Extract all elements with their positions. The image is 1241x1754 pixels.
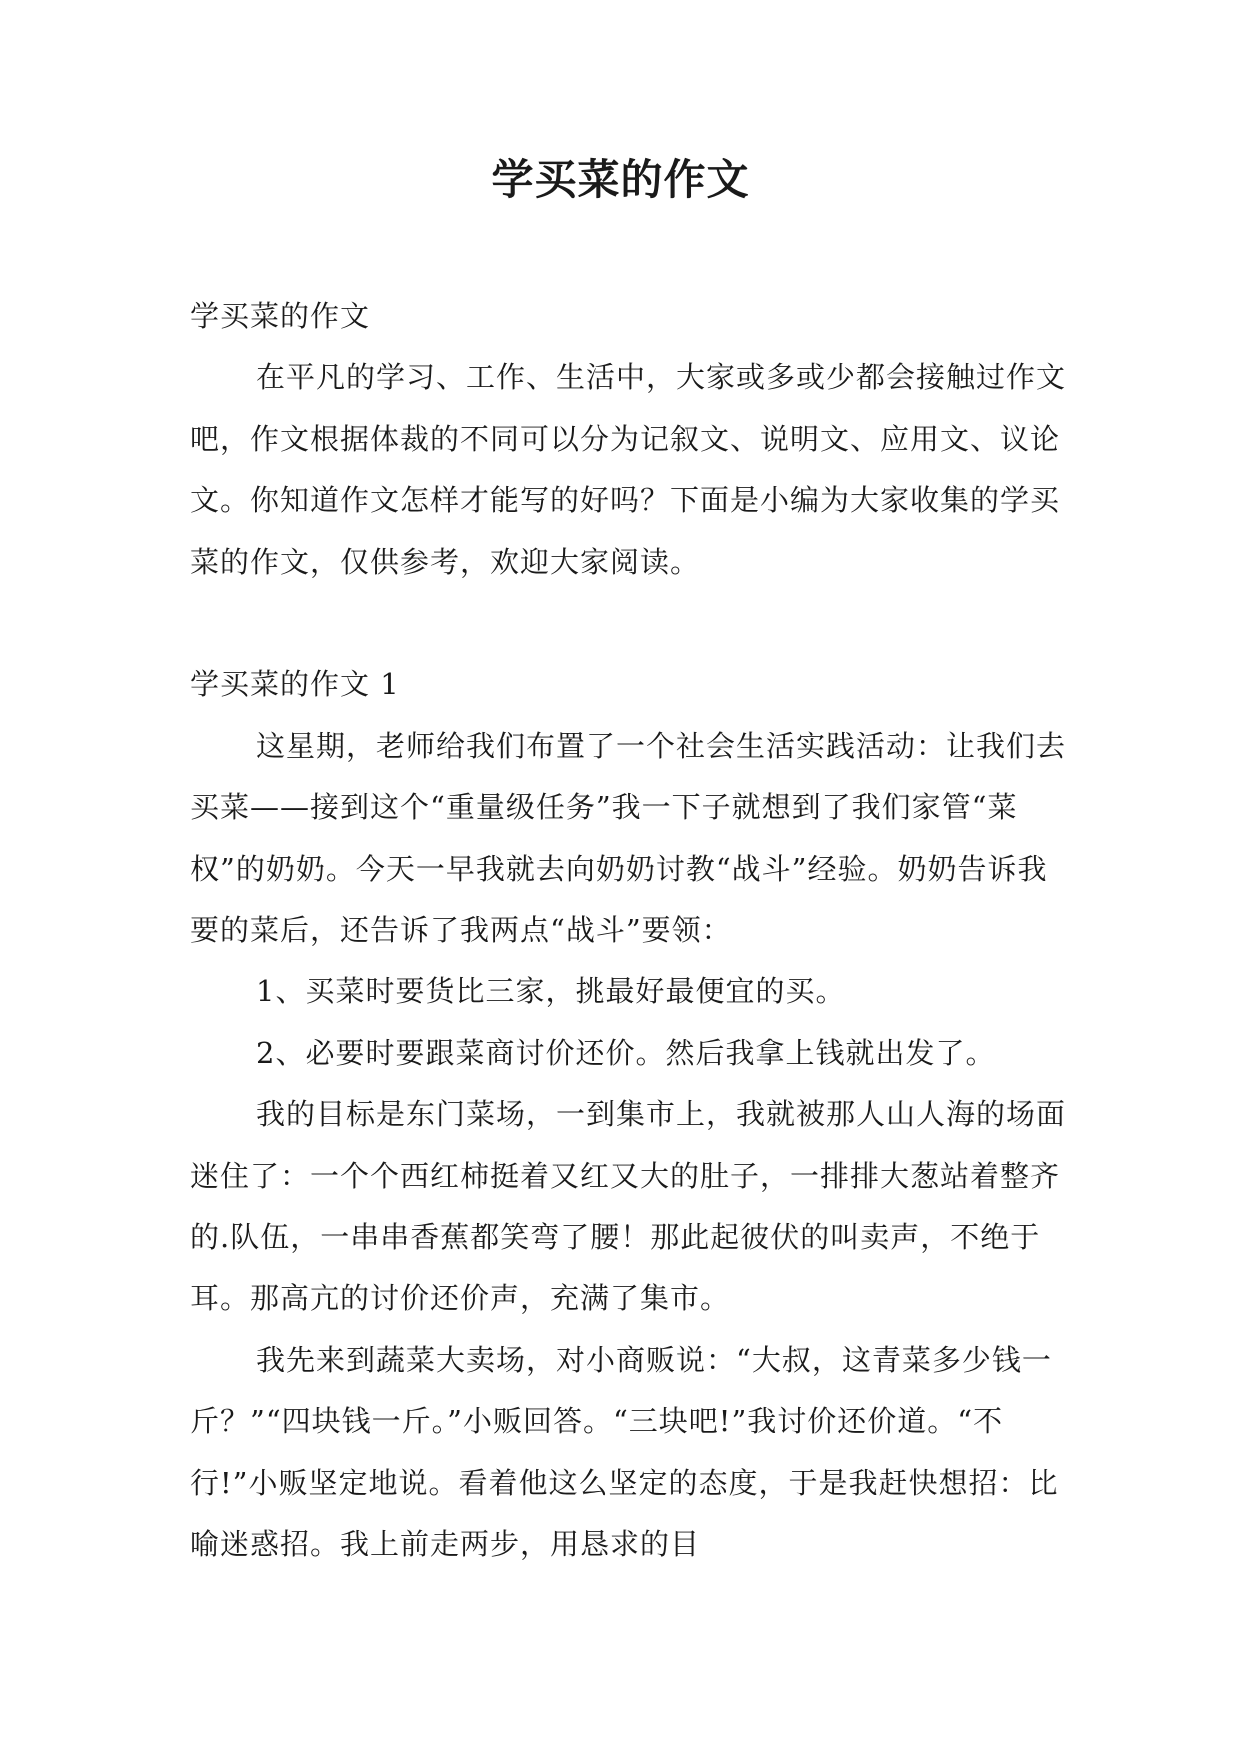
paragraph: 2、必要时要跟菜商讨价还价。然后我拿上钱就出发了。	[256, 1035, 996, 1070]
paragraph: 1、买菜时要货比三家，挑最好最便宜的买。	[256, 974, 846, 1009]
paragraph-gap	[190, 593, 1070, 654]
paragraph: 我的目标是东门菜场，一到集市上，我就被那人山人海的场面迷住了：一个个西红柿挺着又红又大的肚子，一排排大葱站着整齐的.队伍，一串串香蕉都笑弯了腰！那此起彼伏的叫卖声，不绝于耳。那高亢的讨价还价声，充满了集市。	[190, 1097, 1067, 1316]
document-title: 学买菜的作文	[491, 155, 750, 204]
subtitle: 学买菜的作文	[190, 299, 371, 333]
paragraph: 我先来到蔬菜大卖场，对小商贩说：“大叔，这青菜多少钱一斤？”“四块钱一斤。”小贩回答。“三块吧!”我讨价还价道。“不行!”小贩坚定地说。看着他这么坚定的态度，于是我赶快想招：比喻迷惑招。我上前走两步，用恳求的目	[190, 1342, 1059, 1562]
section-heading: 学买菜的作文 1	[190, 667, 400, 702]
document-body	[190, 286, 1070, 1576]
intro-paragraph: 在平凡的学习、工作、生活中，大家或多或少都会接触过作文吧，作文根据体裁的不同可以分为记叙文、说明文、应用文、议论文。你知道作文怎样才能写的好吗？下面是小编为大家收集的学买菜的作文，仅供参考，欢迎大家阅读。	[190, 360, 1067, 579]
paragraph: 这星期，老师给我们布置了一个社会生活实践活动：让我们去买菜——接到这个“重量级任务”我一下子就想到了我们家管“菜权”的奶奶。今天一早我就去向奶奶讨教“战斗”经验。奶奶告诉我要的菜后，还告诉了我两点“战斗”要领：	[190, 728, 1067, 948]
